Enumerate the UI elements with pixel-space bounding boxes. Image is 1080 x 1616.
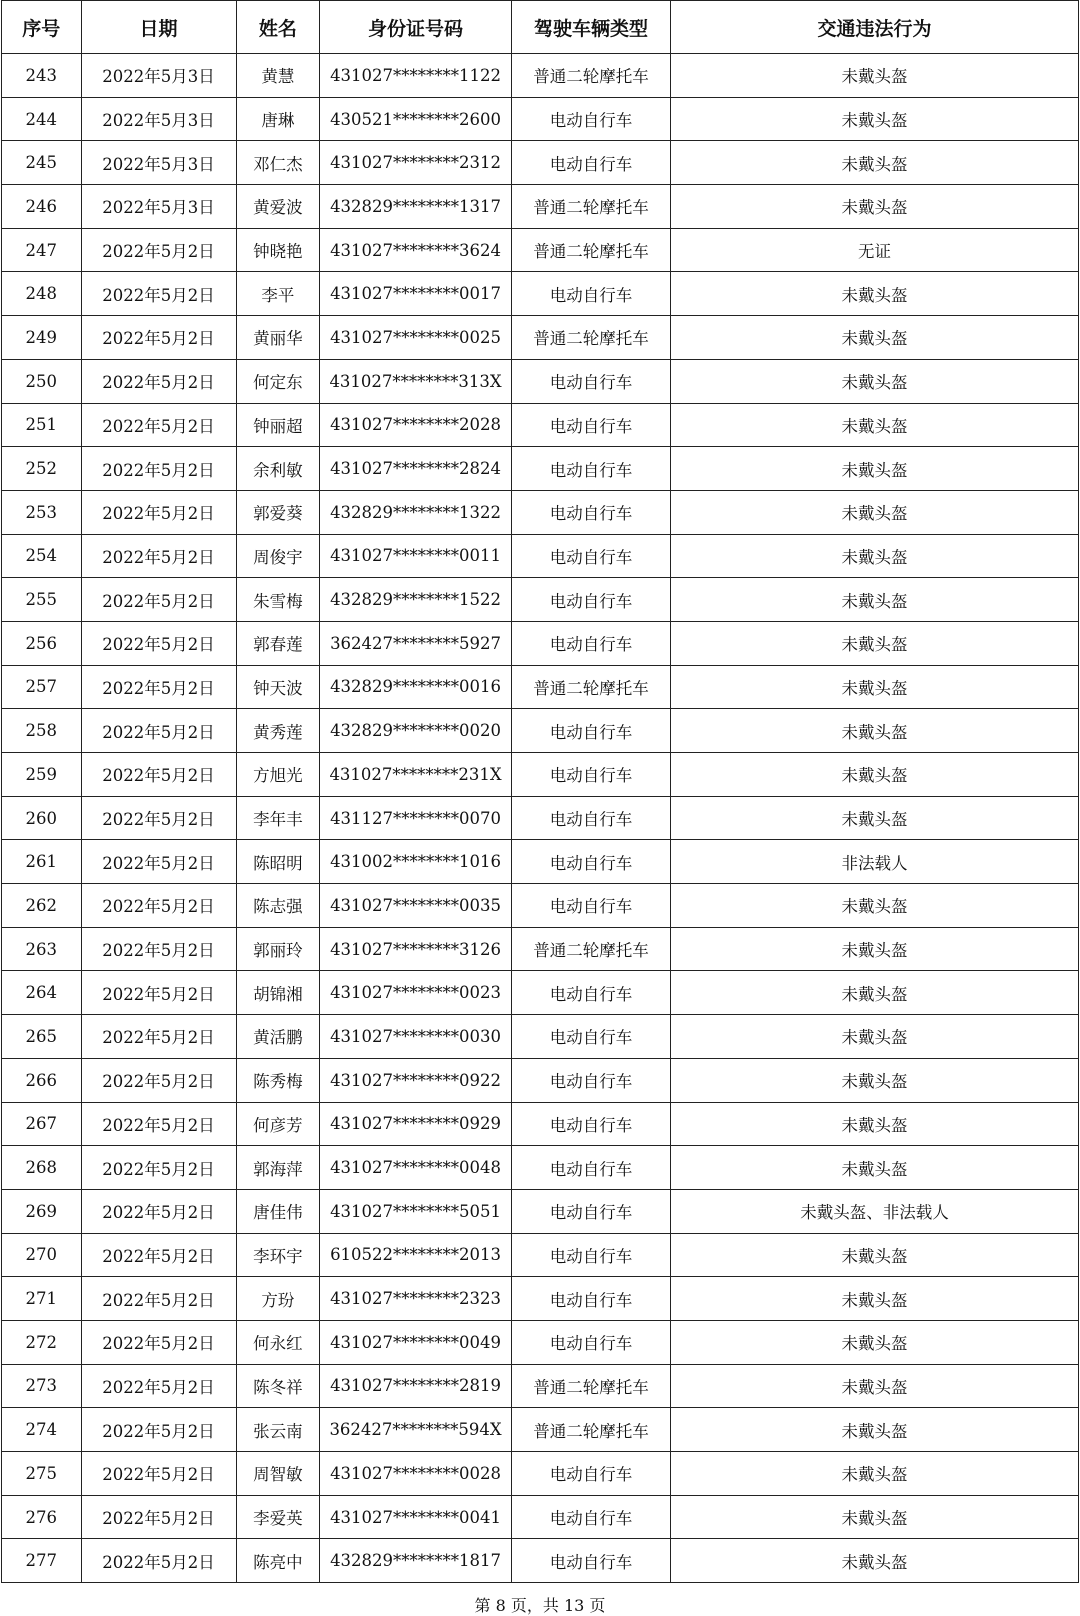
cell-name: 唐琳: [236, 97, 320, 141]
cell-date: 2022年5月2日: [81, 709, 236, 753]
table-row: [2, 359, 1079, 403]
cell-serial-number: 249: [2, 316, 82, 360]
table-row: [2, 141, 1079, 185]
cell-serial-number: 275: [2, 1452, 82, 1496]
table-row: [2, 1452, 1079, 1496]
table-row: [2, 1189, 1079, 1233]
header-date: 日期: [81, 1, 236, 54]
cell-vehicle-type: 普通二轮摩托车: [511, 927, 670, 971]
cell-date: 2022年5月2日: [81, 840, 236, 884]
cell-id-number: 431027********3624: [320, 228, 512, 272]
cell-name: 陈冬祥: [236, 1364, 320, 1408]
cell-name: 陈秀梅: [236, 1058, 320, 1102]
cell-vehicle-type: 普通二轮摩托车: [511, 185, 670, 229]
cell-serial-number: 255: [2, 578, 82, 622]
cell-date: 2022年5月3日: [81, 97, 236, 141]
cell-id-number: 610522********2013: [320, 1233, 512, 1277]
cell-name: 黄爱波: [236, 185, 320, 229]
cell-id-number: 431027********0041: [320, 1495, 512, 1539]
cell-serial-number: 247: [2, 228, 82, 272]
cell-serial-number: 252: [2, 447, 82, 491]
cell-violation: 未戴头盔: [671, 1495, 1079, 1539]
cell-violation: 未戴头盔: [671, 796, 1079, 840]
cell-name: 钟天波: [236, 665, 320, 709]
cell-violation: 未戴头盔: [671, 578, 1079, 622]
cell-violation: 未戴头盔: [671, 884, 1079, 928]
cell-violation: 未戴头盔: [671, 490, 1079, 534]
cell-id-number: 431027********0028: [320, 1452, 512, 1496]
cell-name: 郭爱葵: [236, 490, 320, 534]
cell-name: 李年丰: [236, 796, 320, 840]
cell-id-number: 432829********1817: [320, 1539, 512, 1583]
cell-name: 陈昭明: [236, 840, 320, 884]
cell-violation: 未戴头盔: [671, 1233, 1079, 1277]
cell-date: 2022年5月2日: [81, 1233, 236, 1277]
cell-date: 2022年5月2日: [81, 1364, 236, 1408]
cell-serial-number: 248: [2, 272, 82, 316]
cell-id-number: 431002********1016: [320, 840, 512, 884]
cell-vehicle-type: 电动自行车: [511, 1233, 670, 1277]
table-row: [2, 1408, 1079, 1452]
table-row: [2, 1364, 1079, 1408]
cell-date: 2022年5月2日: [81, 621, 236, 665]
cell-vehicle-type: 电动自行车: [511, 1495, 670, 1539]
cell-id-number: 431027********2028: [320, 403, 512, 447]
cell-id-number: 432829********1322: [320, 490, 512, 534]
table-row: [2, 621, 1079, 665]
table-body: [2, 54, 1079, 1583]
table-row: [2, 316, 1079, 360]
cell-date: 2022年5月2日: [81, 884, 236, 928]
table-row: [2, 665, 1079, 709]
cell-name: 何永红: [236, 1320, 320, 1364]
cell-violation: 未戴头盔、非法载人: [671, 1189, 1079, 1233]
cell-name: 方玢: [236, 1277, 320, 1321]
cell-violation: 未戴头盔: [671, 403, 1079, 447]
cell-date: 2022年5月2日: [81, 359, 236, 403]
cell-name: 方旭光: [236, 753, 320, 797]
violations-table: [1, 0, 1079, 1583]
cell-date: 2022年5月2日: [81, 1539, 236, 1583]
cell-name: 钟丽超: [236, 403, 320, 447]
table-row: [2, 1146, 1079, 1190]
cell-vehicle-type: 电动自行车: [511, 1277, 670, 1321]
cell-name: 余利敏: [236, 447, 320, 491]
cell-violation: 未戴头盔: [671, 709, 1079, 753]
cell-violation: 未戴头盔: [671, 316, 1079, 360]
cell-id-number: 431027********0023: [320, 971, 512, 1015]
cell-name: 胡锦湘: [236, 971, 320, 1015]
cell-date: 2022年5月2日: [81, 1102, 236, 1146]
cell-id-number: 432829********0020: [320, 709, 512, 753]
cell-vehicle-type: 电动自行车: [511, 1146, 670, 1190]
cell-violation: 未戴头盔: [671, 1539, 1079, 1583]
cell-id-number: 362427********594X: [320, 1408, 512, 1452]
cell-name: 李爱英: [236, 1495, 320, 1539]
cell-vehicle-type: 电动自行车: [511, 971, 670, 1015]
cell-serial-number: 268: [2, 1146, 82, 1190]
cell-violation: 未戴头盔: [671, 1102, 1079, 1146]
cell-date: 2022年5月2日: [81, 665, 236, 709]
cell-violation: 未戴头盔: [671, 1146, 1079, 1190]
cell-date: 2022年5月2日: [81, 403, 236, 447]
table-row: [2, 796, 1079, 840]
cell-vehicle-type: 电动自行车: [511, 578, 670, 622]
cell-serial-number: 267: [2, 1102, 82, 1146]
cell-id-number: 431027********3126: [320, 927, 512, 971]
table-row: [2, 1233, 1079, 1277]
cell-vehicle-type: 电动自行车: [511, 709, 670, 753]
cell-vehicle-type: 电动自行车: [511, 1189, 670, 1233]
cell-date: 2022年5月3日: [81, 141, 236, 185]
cell-date: 2022年5月2日: [81, 971, 236, 1015]
cell-date: 2022年5月2日: [81, 490, 236, 534]
cell-id-number: 431027********0929: [320, 1102, 512, 1146]
cell-date: 2022年5月2日: [81, 927, 236, 971]
cell-id-number: 431027********0017: [320, 272, 512, 316]
table-row: [2, 228, 1079, 272]
cell-vehicle-type: 电动自行车: [511, 447, 670, 491]
table-row: [2, 403, 1079, 447]
cell-date: 2022年5月2日: [81, 1320, 236, 1364]
cell-vehicle-type: 电动自行车: [511, 141, 670, 185]
cell-id-number: 431027********5051: [320, 1189, 512, 1233]
cell-violation: 未戴头盔: [671, 1015, 1079, 1059]
cell-serial-number: 272: [2, 1320, 82, 1364]
cell-id-number: 431027********0048: [320, 1146, 512, 1190]
cell-name: 钟晓艳: [236, 228, 320, 272]
cell-vehicle-type: 电动自行车: [511, 1320, 670, 1364]
table-row: [2, 447, 1079, 491]
table-row: [2, 709, 1079, 753]
cell-id-number: 431027********2819: [320, 1364, 512, 1408]
cell-violation: 未戴头盔: [671, 621, 1079, 665]
cell-date: 2022年5月2日: [81, 447, 236, 491]
table-row: [2, 185, 1079, 229]
cell-violation: 未戴头盔: [671, 1364, 1079, 1408]
cell-vehicle-type: 电动自行车: [511, 1102, 670, 1146]
cell-violation: 未戴头盔: [671, 141, 1079, 185]
cell-vehicle-type: 电动自行车: [511, 97, 670, 141]
cell-serial-number: 263: [2, 927, 82, 971]
cell-vehicle-type: 电动自行车: [511, 1015, 670, 1059]
header-violation: 交通违法行为: [671, 1, 1079, 54]
cell-serial-number: 246: [2, 185, 82, 229]
cell-name: 唐佳伟: [236, 1189, 320, 1233]
table-row: [2, 1495, 1079, 1539]
cell-date: 2022年5月2日: [81, 1408, 236, 1452]
cell-violation: 未戴头盔: [671, 185, 1079, 229]
cell-violation: 未戴头盔: [671, 1320, 1079, 1364]
table-row: [2, 1320, 1079, 1364]
cell-violation: 未戴头盔: [671, 971, 1079, 1015]
cell-vehicle-type: 电动自行车: [511, 621, 670, 665]
cell-name: 黄慧: [236, 54, 320, 98]
cell-date: 2022年5月2日: [81, 316, 236, 360]
cell-serial-number: 270: [2, 1233, 82, 1277]
table-row: [2, 1058, 1079, 1102]
cell-id-number: 431027********2312: [320, 141, 512, 185]
cell-violation: 未戴头盔: [671, 534, 1079, 578]
cell-serial-number: 264: [2, 971, 82, 1015]
cell-violation: 未戴头盔: [671, 927, 1079, 971]
cell-id-number: 431027********313X: [320, 359, 512, 403]
cell-serial-number: 253: [2, 490, 82, 534]
cell-id-number: 431027********2824: [320, 447, 512, 491]
cell-serial-number: 251: [2, 403, 82, 447]
cell-name: 黄活鹏: [236, 1015, 320, 1059]
cell-id-number: 431127********0070: [320, 796, 512, 840]
cell-vehicle-type: 电动自行车: [511, 884, 670, 928]
table-row: [2, 54, 1079, 98]
cell-serial-number: 276: [2, 1495, 82, 1539]
cell-name: 陈亮中: [236, 1539, 320, 1583]
cell-id-number: 431027********0035: [320, 884, 512, 928]
cell-id-number: 430521********2600: [320, 97, 512, 141]
cell-name: 何定东: [236, 359, 320, 403]
table-row: [2, 927, 1079, 971]
cell-date: 2022年5月2日: [81, 1277, 236, 1321]
cell-vehicle-type: 电动自行车: [511, 359, 670, 403]
cell-serial-number: 244: [2, 97, 82, 141]
cell-name: 朱雪梅: [236, 578, 320, 622]
cell-violation: 未戴头盔: [671, 272, 1079, 316]
cell-id-number: 432829********1522: [320, 578, 512, 622]
table-row: [2, 1539, 1079, 1583]
cell-date: 2022年5月2日: [81, 796, 236, 840]
cell-vehicle-type: 普通二轮摩托车: [511, 665, 670, 709]
cell-vehicle-type: 普通二轮摩托车: [511, 54, 670, 98]
header-name: 姓名: [236, 1, 320, 54]
cell-name: 郭春莲: [236, 621, 320, 665]
cell-violation: 非法载人: [671, 840, 1079, 884]
cell-vehicle-type: 普通二轮摩托车: [511, 1364, 670, 1408]
page-number-footer: 第 8 页，共 13 页: [474, 1596, 606, 1615]
cell-date: 2022年5月2日: [81, 1452, 236, 1496]
cell-date: 2022年5月2日: [81, 1495, 236, 1539]
cell-date: 2022年5月2日: [81, 534, 236, 578]
cell-serial-number: 258: [2, 709, 82, 753]
cell-violation: 未戴头盔: [671, 447, 1079, 491]
cell-id-number: 431027********0030: [320, 1015, 512, 1059]
cell-serial-number: 260: [2, 796, 82, 840]
cell-id-number: 432829********0016: [320, 665, 512, 709]
cell-vehicle-type: 电动自行车: [511, 1058, 670, 1102]
cell-vehicle-type: 电动自行车: [511, 1539, 670, 1583]
cell-serial-number: 250: [2, 359, 82, 403]
cell-serial-number: 271: [2, 1277, 82, 1321]
cell-id-number: 431027********231X: [320, 753, 512, 797]
cell-violation: 未戴头盔: [671, 54, 1079, 98]
cell-name: 黄丽华: [236, 316, 320, 360]
cell-date: 2022年5月2日: [81, 1058, 236, 1102]
cell-violation: 未戴头盔: [671, 97, 1079, 141]
table-row: [2, 971, 1079, 1015]
cell-date: 2022年5月2日: [81, 753, 236, 797]
cell-violation: 未戴头盔: [671, 1452, 1079, 1496]
cell-serial-number: 245: [2, 141, 82, 185]
cell-serial-number: 261: [2, 840, 82, 884]
cell-serial-number: 254: [2, 534, 82, 578]
cell-name: 邓仁杰: [236, 141, 320, 185]
cell-serial-number: 257: [2, 665, 82, 709]
cell-serial-number: 256: [2, 621, 82, 665]
cell-violation: 未戴头盔: [671, 1408, 1079, 1452]
cell-serial-number: 262: [2, 884, 82, 928]
header-id-number: 身份证号码: [320, 1, 512, 54]
cell-date: 2022年5月2日: [81, 1146, 236, 1190]
cell-vehicle-type: 普通二轮摩托车: [511, 1408, 670, 1452]
cell-violation: 未戴头盔: [671, 753, 1079, 797]
table-row: [2, 1015, 1079, 1059]
cell-vehicle-type: 电动自行车: [511, 753, 670, 797]
cell-vehicle-type: 电动自行车: [511, 796, 670, 840]
cell-serial-number: 259: [2, 753, 82, 797]
cell-serial-number: 265: [2, 1015, 82, 1059]
table-row: [2, 753, 1079, 797]
cell-serial-number: 274: [2, 1408, 82, 1452]
cell-id-number: 431027********0922: [320, 1058, 512, 1102]
cell-id-number: 431027********0025: [320, 316, 512, 360]
cell-vehicle-type: 电动自行车: [511, 272, 670, 316]
table-row: [2, 490, 1079, 534]
cell-violation: 未戴头盔: [671, 665, 1079, 709]
cell-vehicle-type: 电动自行车: [511, 1452, 670, 1496]
cell-name: 李环宇: [236, 1233, 320, 1277]
cell-date: 2022年5月3日: [81, 54, 236, 98]
table-row: [2, 1102, 1079, 1146]
header-row: [2, 1, 1079, 54]
cell-violation: 无证: [671, 228, 1079, 272]
cell-name: 黄秀莲: [236, 709, 320, 753]
cell-serial-number: 269: [2, 1189, 82, 1233]
cell-violation: 未戴头盔: [671, 1277, 1079, 1321]
table-row: [2, 884, 1079, 928]
cell-id-number: 431027********0011: [320, 534, 512, 578]
cell-name: 周智敏: [236, 1452, 320, 1496]
cell-name: 周俊宇: [236, 534, 320, 578]
cell-name: 郭丽玲: [236, 927, 320, 971]
cell-date: 2022年5月3日: [81, 185, 236, 229]
cell-serial-number: 277: [2, 1539, 82, 1583]
cell-date: 2022年5月2日: [81, 578, 236, 622]
cell-serial-number: 273: [2, 1364, 82, 1408]
cell-id-number: 431027********0049: [320, 1320, 512, 1364]
table-row: [2, 534, 1079, 578]
cell-id-number: 432829********1317: [320, 185, 512, 229]
cell-vehicle-type: 电动自行车: [511, 403, 670, 447]
cell-date: 2022年5月2日: [81, 1015, 236, 1059]
cell-id-number: 431027********1122: [320, 54, 512, 98]
table-header: [2, 1, 1079, 54]
cell-serial-number: 243: [2, 54, 82, 98]
cell-name: 张云南: [236, 1408, 320, 1452]
table-row: [2, 1277, 1079, 1321]
table-row: [2, 272, 1079, 316]
cell-vehicle-type: 电动自行车: [511, 490, 670, 534]
cell-vehicle-type: 普通二轮摩托车: [511, 228, 670, 272]
cell-name: 李平: [236, 272, 320, 316]
cell-id-number: 431027********2323: [320, 1277, 512, 1321]
table-row: [2, 97, 1079, 141]
header-vehicle-type: 驾驶车辆类型: [511, 1, 670, 54]
cell-name: 郭海萍: [236, 1146, 320, 1190]
cell-vehicle-type: 普通二轮摩托车: [511, 316, 670, 360]
table-row: [2, 578, 1079, 622]
cell-vehicle-type: 电动自行车: [511, 534, 670, 578]
header-serial-number: 序号: [2, 1, 82, 54]
cell-date: 2022年5月2日: [81, 1189, 236, 1233]
cell-name: 陈志强: [236, 884, 320, 928]
cell-date: 2022年5月2日: [81, 272, 236, 316]
cell-violation: 未戴头盔: [671, 1058, 1079, 1102]
table-row: [2, 840, 1079, 884]
cell-serial-number: 266: [2, 1058, 82, 1102]
cell-name: 何彦芳: [236, 1102, 320, 1146]
cell-id-number: 362427********5927: [320, 621, 512, 665]
cell-date: 2022年5月2日: [81, 228, 236, 272]
cell-vehicle-type: 电动自行车: [511, 840, 670, 884]
cell-violation: 未戴头盔: [671, 359, 1079, 403]
